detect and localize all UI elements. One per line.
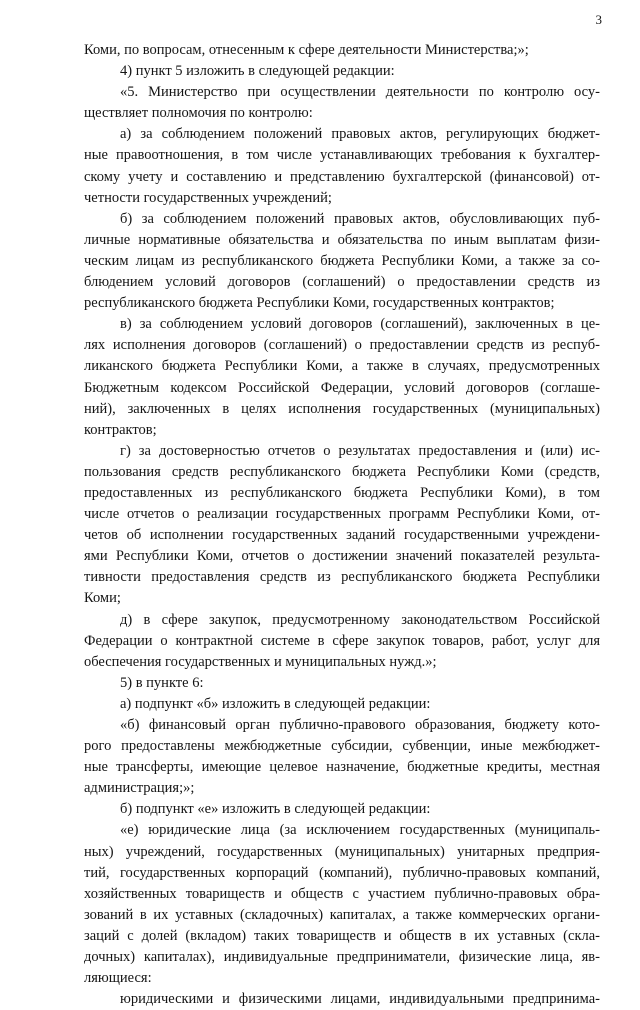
text-line: Коми;: [84, 590, 121, 607]
text-line: ные правоотношения, в том числе устанавливающих требования к бухгалтер-: [84, 147, 600, 164]
text-line: юридическими и физическими лицами, индивидуальными предпринима-: [120, 991, 600, 1008]
text-line: четов об исполнении государственных заданий государственными учреждени-: [84, 527, 600, 544]
text-line: ями Республики Коми, отчетов о достижении значений показателей результа-: [84, 548, 600, 565]
text-line: республиканского бюджета Республики Коми, государственных контрактов;: [84, 295, 555, 312]
text-line: ний), заключенных в целях исполнения государственных (муниципальных): [84, 400, 600, 417]
text-line: обеспечения государственных и муниципальных нужд.»;: [84, 653, 437, 670]
text-line: ные трансферты, имеющие целевое назначение, бюджетные кредиты, местная: [84, 759, 600, 776]
page-number: 3: [595, 12, 602, 27]
text-line: ляющиеся:: [84, 970, 152, 987]
text-line: дочных) капиталах), индивидуальные предприниматели, физические лица, яв-: [84, 949, 600, 966]
text-line: 5) в пункте 6:: [120, 674, 204, 691]
text-line: зований в их уставных (складочных) капиталах, а также коммерческих органи-: [84, 906, 600, 923]
text-line: в) за соблюдением условий договоров (соглашений), заключенных в це-: [120, 316, 600, 333]
text-line: скому учету и составлению и представлению бухгалтерской (финансовой) от-: [84, 168, 600, 185]
text-line: д) в сфере закупок, предусмотренному законодательством Российской: [120, 611, 600, 628]
text-line: пользования средств республиканского бюджета Республики Коми (средств,: [84, 463, 600, 480]
text-line: тивности предоставления средств из республиканского бюджета Республики: [84, 569, 600, 586]
text-line: ществляет полномочия по контролю:: [84, 105, 313, 122]
text-line: «5. Министерство при осуществлении деятельности по контролю осу-: [120, 84, 600, 101]
text-line: «б) финансовый орган публично-правового образования, бюджету кото-: [120, 717, 600, 733]
text-line: блюдением условий договоров (соглашений) о предоставлении средств из: [84, 274, 600, 291]
text-line: личные нормативные обязательства и обязательства по иным выплатам физи-: [84, 231, 600, 248]
text-line: хозяйственных товариществ и обществ с участием публично-правовых обра-: [84, 885, 600, 902]
text-line: ных) учреждений, государственных (муниципальных) унитарных предприя-: [84, 843, 600, 860]
text-line: ческим лицам из республиканского бюджета Республики Коми, а также за со-: [84, 252, 600, 269]
text-line: Федерации о контрактной системе в сфере закупок товаров, работ, услуг для: [84, 632, 600, 649]
text-line: Коми, по вопросам, отнесенным к сфере деятельности Министерства;»;: [84, 42, 529, 58]
text-line: а) подпункт «б» изложить в следующей редакции:: [120, 695, 431, 712]
text-line: б) подпункт «е» изложить в следующей редакции:: [120, 801, 431, 818]
text-line: тий, государственных корпораций (компаний), публично-правовых компаний,: [84, 864, 600, 881]
text-line: заций с долей (вкладом) таких товариществ и обществ в их уставных (скла-: [84, 927, 600, 944]
text-line: рого предоставлены межбюджетные субсидии, субвенции, иные межбюджет-: [84, 738, 600, 755]
text-line: а) за соблюдением положений правовых актов, регулирующих бюджет-: [120, 126, 600, 143]
text-line: ликанского бюджета Республики Коми, а также в случаях, предусмотренных: [84, 358, 600, 375]
text-line: четности государственных учреждений;: [84, 189, 332, 206]
text-line: б) за соблюдением положений правовых актов, обусловливающих пуб-: [120, 210, 600, 227]
text-line: предоставленных из республиканского бюджета Республики Коми), в том: [84, 484, 600, 501]
text-line: лях исполнения договоров (соглашений) о предоставлении средств из респуб-: [84, 337, 600, 354]
text-line: Бюджетным кодексом Российской Федерации, условий договоров (соглаше-: [84, 379, 600, 396]
text-line: администрация;»;: [84, 780, 195, 797]
text-line: 4) пункт 5 изложить в следующей редакции:: [120, 63, 395, 80]
text-line: г) за достоверностью отчетов о результатах предоставления и (или) ис-: [120, 442, 600, 459]
text-line: контрактов;: [84, 421, 157, 438]
document-body: [84, 40, 600, 1010]
text-line: «е) юридические лица (за исключением государственных (муниципаль-: [120, 822, 600, 839]
text-line: числе отчетов о реализации государственных программ Республики Коми, от-: [84, 506, 600, 523]
